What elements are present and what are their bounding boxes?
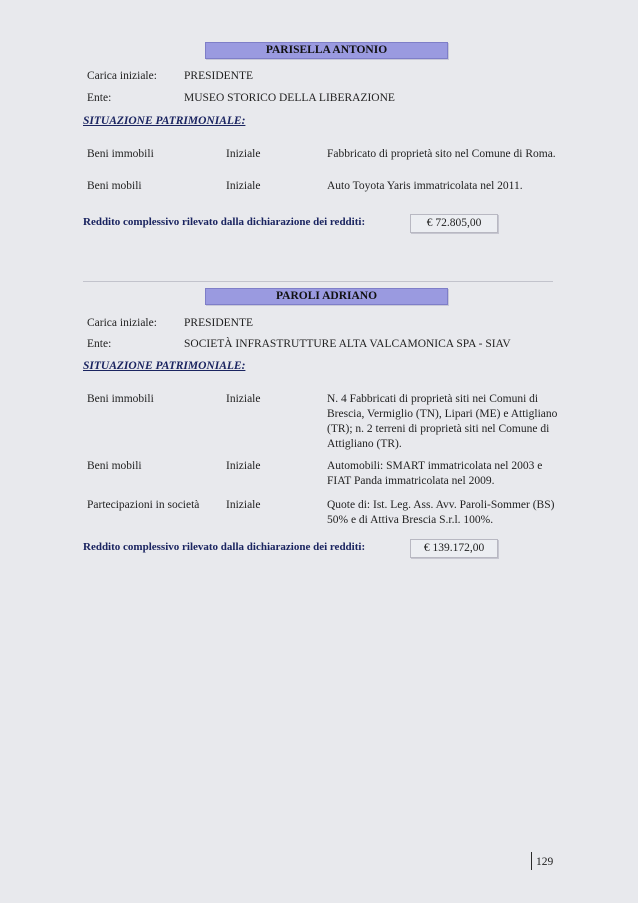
- asset-description: N. 4 Fabbricati di proprietà siti nei Comuni di Brescia, Vermiglio (TN), Lipari (ME) e Attigliano (TR); n. 2 terreni di proprietà siti nel Comune di Attigliano (TR).: [327, 393, 558, 450]
- asset-description: Fabbricato di proprietà sito nel Comune di Roma.: [327, 148, 556, 160]
- asset-description: Automobili: SMART immatricolata nel 2003 e FIAT Panda immatricolata nel 2009.: [327, 460, 543, 487]
- asset-status: Iniziale: [226, 460, 261, 472]
- carica-value: PRESIDENTE: [184, 317, 253, 329]
- asset-type: Beni immobili: [87, 148, 154, 160]
- section-divider: [83, 281, 553, 282]
- asset-status: Iniziale: [226, 180, 261, 192]
- ente-value: SOCIETÀ INFRASTRUTTURE ALTA VALCAMONICA SPA - SIAV: [184, 338, 511, 350]
- asset-type: Partecipazioni in società: [87, 499, 200, 511]
- person-name-header: PARISELLA ANTONIO: [205, 42, 448, 59]
- ente-value: MUSEO STORICO DELLA LIBERAZIONE: [184, 92, 395, 104]
- reddito-label: Reddito complessivo rilevato dalla dichiarazione dei redditi:: [83, 216, 366, 228]
- asset-description: Quote di: Ist. Leg. Ass. Avv. Paroli-Sommer (BS) 50% e di Attiva Brescia S.r.l. 100%.: [327, 499, 555, 526]
- carica-value: PRESIDENTE: [184, 70, 253, 82]
- asset-description: Auto Toyota Yaris immatricolata nel 2011.: [327, 180, 523, 192]
- asset-type: Beni mobili: [87, 460, 142, 472]
- page-number-rule: [531, 852, 532, 870]
- carica-label: Carica iniziale:: [87, 70, 157, 82]
- section-title: SITUAZIONE PATRIMONIALE:: [83, 115, 246, 127]
- reddito-label: Reddito complessivo rilevato dalla dichiarazione dei redditi:: [83, 541, 366, 553]
- section-title: SITUAZIONE PATRIMONIALE:: [83, 360, 246, 372]
- reddito-value: € 139.172,00: [410, 539, 498, 558]
- carica-label: Carica iniziale:: [87, 317, 157, 329]
- asset-status: Iniziale: [226, 499, 261, 511]
- person-name-header: PAROLI ADRIANO: [205, 288, 448, 305]
- asset-status: Iniziale: [226, 393, 261, 405]
- reddito-value: € 72.805,00: [410, 214, 498, 233]
- ente-label: Ente:: [87, 338, 112, 350]
- asset-status: Iniziale: [226, 148, 261, 160]
- asset-type: Beni mobili: [87, 180, 142, 192]
- ente-label: Ente:: [87, 92, 112, 104]
- asset-type: Beni immobili: [87, 393, 154, 405]
- page-number: 129: [536, 856, 554, 868]
